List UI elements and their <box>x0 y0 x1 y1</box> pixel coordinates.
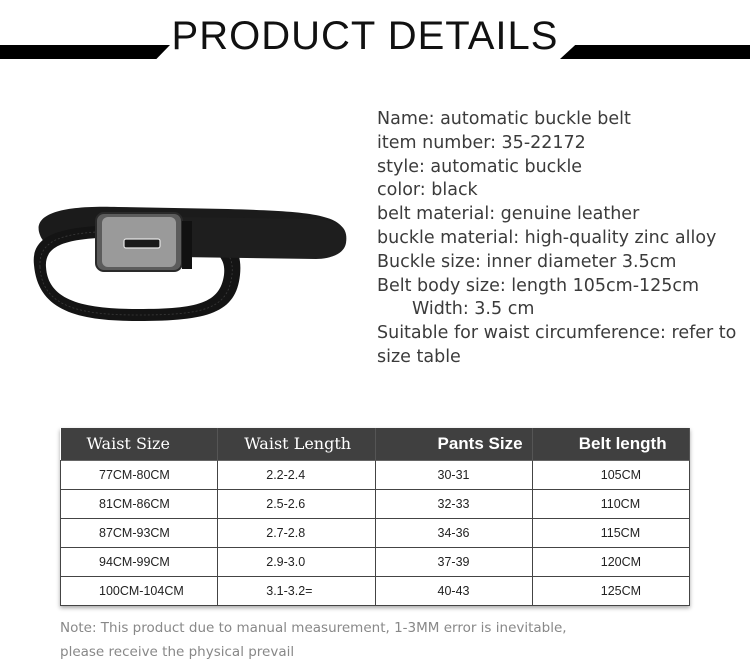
belt-product-image <box>28 195 350 327</box>
table-cell: 115CM <box>532 518 689 547</box>
table-row <box>61 460 690 489</box>
spec-belt-material: belt material: genuine leather <box>377 204 640 225</box>
spec-buckle-material: buckle material: high-quality zinc alloy <box>377 227 717 248</box>
spec-style: style: automatic buckle <box>377 156 583 177</box>
table-cell: 2.5-2.6 <box>218 489 375 518</box>
header-bar-left <box>0 45 170 59</box>
col-header-waist-size: Waist Size <box>61 428 218 460</box>
table-cell: 30-31 <box>375 460 532 489</box>
spec-waist: Suitable for waist circumference: refer to <box>377 323 737 344</box>
table-cell: 120CM <box>532 547 689 576</box>
table-cell: 100CM-104CM <box>61 576 218 605</box>
header-bar-right <box>560 45 750 59</box>
buckle-clamp <box>182 221 192 269</box>
table-header-row <box>61 428 690 460</box>
table-row <box>61 576 690 605</box>
size-table <box>60 428 690 606</box>
spec-waist-cont: size table <box>377 346 461 367</box>
col-header-pants-size: Pants Size <box>375 428 532 460</box>
col-header-belt-length: Belt length <box>532 428 689 460</box>
header <box>0 0 750 80</box>
table-cell: 2.2-2.4 <box>218 460 375 489</box>
table-cell: 94CM-99CM <box>61 547 218 576</box>
table-cell: 32-33 <box>375 489 532 518</box>
table-cell: 125CM <box>532 576 689 605</box>
col-header-waist-length: Waist Length <box>218 428 375 460</box>
size-table-grid <box>60 428 690 606</box>
table-cell: 81CM-86CM <box>61 489 218 518</box>
spec-width: Width: 3.5 cm <box>412 299 535 320</box>
table-cell: 77CM-80CM <box>61 460 218 489</box>
spec-color: color: black <box>377 180 478 201</box>
table-row <box>61 489 690 518</box>
note-line-1: Note: This product due to manual measurement, 1-3MM error is inevitable, <box>60 620 567 636</box>
table-cell: 87CM-93CM <box>61 518 218 547</box>
table-cell: 40-43 <box>375 576 532 605</box>
table-cell: 37-39 <box>375 547 532 576</box>
page-title: PRODUCT DETAILS <box>171 14 559 58</box>
table-cell: 3.1-3.2= <box>218 576 375 605</box>
table-cell: 105CM <box>532 460 689 489</box>
table-cell: 34-36 <box>375 518 532 547</box>
spec-list <box>377 108 747 370</box>
spec-buckle-size: Buckle size: inner diameter 3.5cm <box>377 251 677 272</box>
table-cell: 110CM <box>532 489 689 518</box>
table-row <box>61 547 690 576</box>
spec-body-size: Belt body size: length 105cm-125cm <box>377 275 700 296</box>
spec-name: Name: automatic buckle belt <box>377 109 631 129</box>
note-line-2: please receive the physical prevail <box>60 644 295 659</box>
buckle-slot <box>124 239 160 248</box>
table-cell: 2.9-3.0 <box>218 547 375 576</box>
spec-item-number: item number: 35-22172 <box>377 132 586 153</box>
measurement-note <box>60 616 700 659</box>
table-cell: 2.7-2.8 <box>218 518 375 547</box>
table-row <box>61 518 690 547</box>
belt-strap-front <box>178 217 346 259</box>
